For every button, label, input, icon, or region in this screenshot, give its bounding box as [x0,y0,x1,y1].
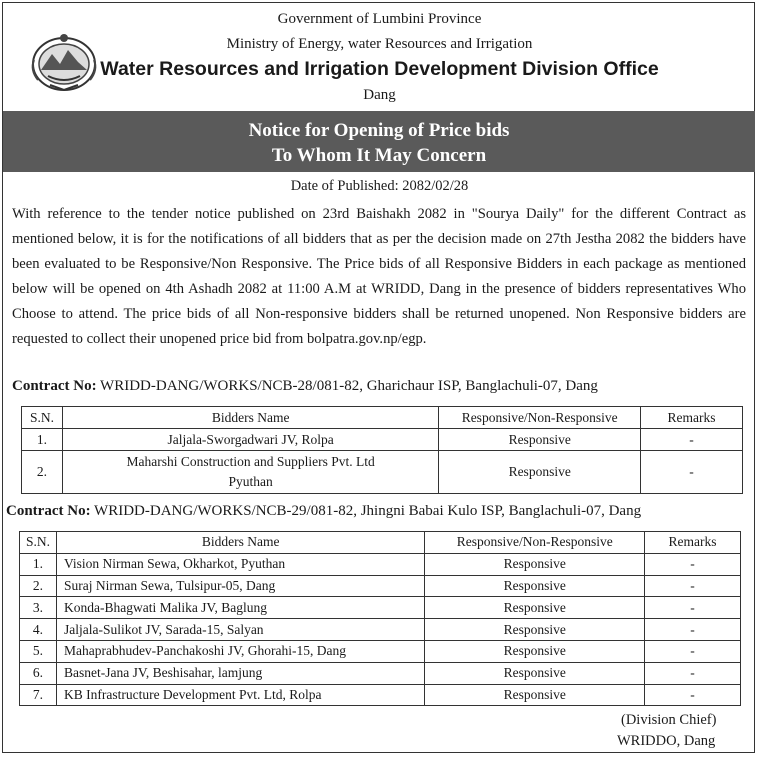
row-remarks: - [645,684,741,706]
row-name: Jaljala-Sulikot JV, Sarada-15, Salyan [56,619,424,641]
row-name-line2: Pyuthan [228,474,273,489]
row-sn: 1. [22,429,63,451]
row-status: Responsive [425,662,645,684]
row-sn: 5. [20,640,57,662]
row-status: Responsive [439,451,641,494]
col-name: Bidders Name [62,407,438,429]
notice-banner [3,111,755,172]
row-sn: 4. [20,619,57,641]
table-row [20,662,741,684]
row-name-line1: Maharshi Construction and Suppliers Pvt. Ltd [126,454,375,469]
row-status: Responsive [425,553,645,575]
col-sn: S.N. [22,407,63,429]
col-status: Responsive/Non-Responsive [425,532,645,554]
row-remarks: - [645,597,741,619]
row-sn: 7. [20,684,57,706]
contract1-table [21,406,743,494]
notice-body: With reference to the tender notice published on 23rd Baishakh 2082 in "Sourya Daily" for the different Contract as mentioned below, it is for the notifications of all bidders that as per the decision made on 27th Jestha 2082 the bidders have been evaluated to be Responsive/Non Responsive. The Price bids of all Responsive Bidders in each package as mentioned below will be opened on 4th Ashadh 2082 at 11:00 A.M at WRIDD, Dang in the presence of bidders representatives Who Choose to attend. The price bids of all Non-responsive bidders shall be returned unopened. Non Responsive bidders are requested to collect their unopened price bid from bolpatra.gov.np/egp. [12,206,746,347]
row-status: Responsive [425,619,645,641]
table-header-row [20,532,741,554]
row-remarks: - [645,553,741,575]
row-name: Konda-Bhagwati Malika JV, Baglung [56,597,424,619]
row-name [62,451,438,494]
row-name: Jaljala-Sworgadwari JV, Rolpa [62,429,438,451]
row-status: Responsive [439,429,641,451]
row-name: Suraj Nirman Sewa, Tulsipur-05, Dang [56,575,424,597]
col-remarks: Remarks [641,407,743,429]
row-sn: 2. [22,451,63,494]
row-status: Responsive [425,597,645,619]
ministry-line: Ministry of Energy, water Resources and Irrigation [226,36,533,52]
row-remarks: - [645,662,741,684]
row-remarks: - [645,640,741,662]
office-title: Water Resources and Irrigation Development Division Office [100,58,659,80]
row-name: Vision Nirman Sewa, Okharkot, Pyuthan [56,553,424,575]
row-remarks: - [641,429,743,451]
row-sn: 2. [20,575,57,597]
row-status: Responsive [425,640,645,662]
table-row [20,575,741,597]
col-remarks: Remarks [645,532,741,554]
table-row [20,640,741,662]
row-remarks: - [645,619,741,641]
col-sn: S.N. [20,532,57,554]
banner-title: Notice for Opening of Price bids [248,120,510,141]
table-header-row [22,407,743,429]
row-sn: 1. [20,553,57,575]
contract2-title [6,503,641,520]
government-line: Government of Lumbini Province [277,11,482,27]
row-sn: 6. [20,662,57,684]
table-row [20,553,741,575]
date-published: Date of Published: 2082/02/28 [290,178,469,194]
office-place: Dang [363,87,396,103]
table-row [20,597,741,619]
signature-office: WRIDDO, Dang [617,733,716,749]
col-status: Responsive/Non-Responsive [439,407,641,429]
row-name: KB Infrastructure Development Pvt. Ltd, Rolpa [56,684,424,706]
contract1-text: WRIDD-DANG/WORKS/NCB-28/081-82, Gharichaur ISP, Banglachuli-07, Dang [100,378,598,394]
row-remarks: - [645,575,741,597]
signature-title: (Division Chief) [621,712,717,728]
row-remarks: - [641,451,743,494]
contract2-text: WRIDD-DANG/WORKS/NCB-29/081-82, Jhingni Babai Kulo ISP, Banglachuli-07, Dang [94,503,642,519]
row-status: Responsive [425,575,645,597]
contract2-label: Contract No: [6,503,91,519]
col-name: Bidders Name [56,532,424,554]
table-row [20,619,741,641]
contract1-title [12,378,598,395]
row-status: Responsive [425,684,645,706]
table-row [22,451,743,494]
contract2-table [19,531,741,706]
row-name: Basnet-Jana JV, Beshisahar, lamjung [56,662,424,684]
row-name: Mahaprabhudev-Panchakoshi JV, Ghorahi-15, Dang [56,640,424,662]
row-sn: 3. [20,597,57,619]
banner-subtitle: To Whom It May Concern [271,145,487,166]
table-row [22,429,743,451]
table-row [20,684,741,706]
contract1-label: Contract No: [12,378,97,394]
